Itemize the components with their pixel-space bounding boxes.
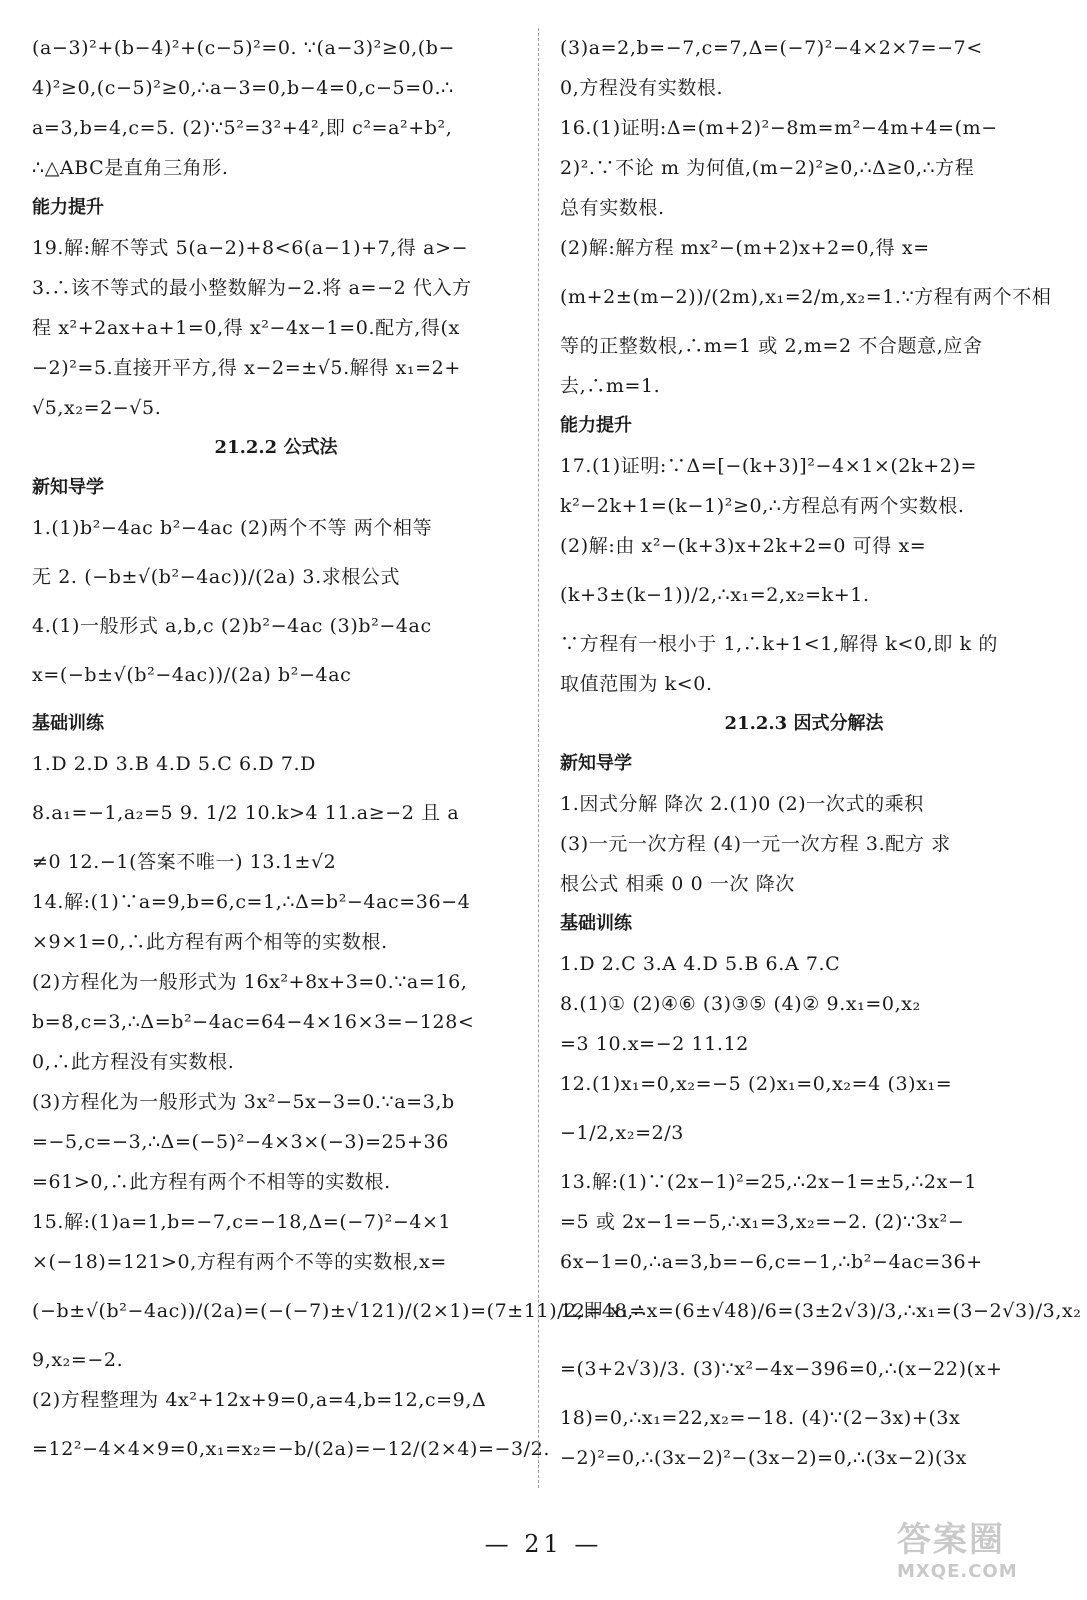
text-line: 1.D 2.C 3.A 4.D 5.B 6.A 7.C <box>560 953 841 975</box>
text-line: (a−3)²+(b−4)²+(c−5)²=0. ∵(a−3)²≥0,(b− <box>32 37 456 59</box>
text-line: b=8,c=3,∴Δ=b²−4ac=64−4×16×3=−128< <box>32 1011 475 1033</box>
text-line: 13.解:(1)∵(2x−1)²=25,∴2x−1=±5,∴2x−1 <box>560 1171 978 1193</box>
section-title: 21.2.3 因式分解法 <box>724 713 884 734</box>
text-line: 9,x₂=−2. <box>32 1349 124 1371</box>
text-line: 根公式 相乘 0 0 一次 降次 <box>560 873 795 895</box>
text-line: =61>0,∴此方程有两个不相等的实数根. <box>32 1171 391 1193</box>
text-line: 8.(1)① (2)④⑥ (3)③⑤ (4)② 9.x₁=0,x₂ <box>560 993 921 1015</box>
text-line: (2)解:由 x²−(k+3)x+2k+2=0 可得 x= <box>560 535 927 557</box>
formula-line: (k+3±(k−1))/2,∴x₁=2,x₂=k+1. <box>560 584 870 606</box>
text-line: 17.(1)证明:∵Δ=[−(k+3)]²−4×1×(2k+2)= <box>560 455 977 477</box>
formula-line: 12=48,∴x=(6±√48)/6=(3±2√3)/3,∴x₁=(3−2√3)/3,x₂ <box>560 1300 1082 1322</box>
section-heading: 新知导学 <box>32 477 104 498</box>
text-line: 4)²≥0,(c−5)²≥0,∴a−3=0,b−4=0,c−5=0.∴ <box>32 77 454 99</box>
section-title: 21.2.2 公式法 <box>214 437 338 458</box>
formula-line: x=(−b±√(b²−4ac))/(2a) b²−4ac <box>32 664 352 686</box>
watermark-url: MXQE.COM <box>897 1561 1018 1582</box>
formula-line: −1/2,x₂=2/3 <box>560 1122 684 1144</box>
text-line: 2)².∵不论 m 为何值,(m−2)²≥0,∴Δ≥0,∴方程 <box>560 157 975 179</box>
text-line: 0,方程没有实数根. <box>560 77 724 99</box>
text-line: −2)²=0,∴(3x−2)²−(3x−2)=0,∴(3x−2)(3x <box>560 1447 967 1469</box>
text-line: 取值范围为 k<0. <box>560 673 713 695</box>
text-line: 19.解:解不等式 5(a−2)+8<6(a−1)+7,得 a>− <box>32 237 469 259</box>
column-divider <box>538 28 539 1488</box>
text-line: ×(−18)=121>0,方程有两个不等的实数根,x= <box>32 1251 447 1273</box>
text-line: =5 或 2x−1=−5,∴x₁=3,x₂=−2. (2)∵3x²− <box>560 1211 965 1233</box>
formula-line: =(3+2√3)/3. (3)∵x²−4x−396=0,∴(x−22)(x+ <box>560 1358 1003 1380</box>
text-line: =3 10.x=−2 11.12 <box>560 1033 749 1055</box>
section-heading: 基础训练 <box>32 713 104 734</box>
watermark-title: 答案圈 <box>897 1520 1005 1560</box>
text-line: 1.D 2.D 3.B 4.D 5.C 6.D 7.D <box>32 753 316 775</box>
text-line: 15.解:(1)a=1,b=−7,c=−18,Δ=(−7)²−4×1 <box>32 1211 452 1233</box>
formula-line: (m+2±(m−2))/(2m),x₁=2/m,x₂=1.∵方程有两个不相 <box>560 286 1052 308</box>
text-line: 程 x²+2ax+a+1=0,得 x²−4x−1=0.配方,得(x <box>32 317 460 339</box>
text-line: ∴△ABC是直角三角形. <box>32 157 229 179</box>
right-column <box>560 28 1082 1478</box>
text-line: 去,∴m=1. <box>560 375 661 397</box>
text-line: ∵方程有一根小于 1,∴k+1<1,解得 k<0,即 k 的 <box>560 633 998 655</box>
formula-line: (−b±√(b²−4ac))/(2a)=(−(−7)±√121)/(2×1)=(7±11)/2,即 x₁= <box>32 1300 646 1322</box>
text-line: 4.(1)一般形式 a,b,c (2)b²−4ac (3)b²−4ac <box>32 615 432 637</box>
text-line: 1.(1)b²−4ac b²−4ac (2)两个不等 两个相等 <box>32 517 433 539</box>
text-line: a=3,b=4,c=5. (2)∵5²=3²+4²,即 c²=a²+b², <box>32 117 453 139</box>
text-line: (3)a=2,b=−7,c=7,Δ=(−7)²−4×2×7=−7< <box>560 37 983 59</box>
formula-line: =12²−4×4×9=0,x₁=x₂=−b/(2a)=−12/(2×4)=−3/2. <box>32 1438 551 1460</box>
text-line: 16.(1)证明:Δ=(m+2)²−8m=m²−4m+4=(m− <box>560 117 998 139</box>
text-line: (3)一元一次方程 (4)一元一次方程 3.配方 求 <box>560 833 951 855</box>
text-line: 等的正整数根,∴m=1 或 2,m=2 不合题意,应舍 <box>560 335 983 357</box>
text-line: 1.因式分解 降次 2.(1)0 (2)一次式的乘积 <box>560 793 924 815</box>
text-line: (3)方程化为一般形式为 3x²−5x−3=0.∵a=3,b <box>32 1091 455 1113</box>
text-line: 14.解:(1)∵a=9,b=6,c=1,∴Δ=b²−4ac=36−4 <box>32 891 471 913</box>
text-line: =−5,c=−3,∴Δ=(−5)²−4×3×(−3)=25+36 <box>32 1131 449 1153</box>
text-line: ≠0 12.−1(答案不唯一) 13.1±√2 <box>32 851 337 873</box>
formula-line: 无 2. (−b±√(b²−4ac))/(2a) 3.求根公式 <box>32 566 401 588</box>
section-heading: 能力提升 <box>560 415 632 436</box>
text-line: (2)解:解方程 mx²−(m+2)x+2=0,得 x= <box>560 237 930 259</box>
text-line: −2)²=5.直接开平方,得 x−2=±√5.解得 x₁=2+ <box>32 357 461 379</box>
text-line: k²−2k+1=(k−1)²≥0,∴方程总有两个实数根. <box>560 495 965 517</box>
text-line: √5,x₂=2−√5. <box>32 397 162 419</box>
text-line: 3.∴该不等式的最小整数解为−2.将 a=−2 代入方 <box>32 277 472 299</box>
text-line: (2)方程整理为 4x²+12x+9=0,a=4,b=12,c=9,Δ <box>32 1389 487 1411</box>
text-line: (2)方程化为一般形式为 16x²+8x+3=0.∵a=16, <box>32 971 468 993</box>
section-heading: 能力提升 <box>32 197 104 218</box>
text-line: 18)=0,∴x₁=22,x₂=−18. (4)∵(2−3x)+(3x <box>560 1407 961 1429</box>
text-line: 总有实数根. <box>560 197 665 219</box>
text-line: 6x−1=0,∴a=3,b=−6,c=−1,∴b²−4ac=36+ <box>560 1251 983 1273</box>
text-line: ×9×1=0,∴此方程有两个相等的实数根. <box>32 931 388 953</box>
page-number: — 21 — <box>484 1530 603 1558</box>
text-line: 12.(1)x₁=0,x₂=−5 (2)x₁=0,x₂=4 (3)x₁= <box>560 1073 953 1095</box>
formula-line: 8.a₁=−1,a₂=5 9. 1/2 10.k>4 11.a≥−2 且 a <box>32 802 460 824</box>
section-heading: 新知导学 <box>560 753 632 774</box>
watermark-logo <box>897 1512 1065 1582</box>
section-heading: 基础训练 <box>560 913 632 934</box>
text-line: 0,∴此方程没有实数根. <box>32 1051 235 1073</box>
